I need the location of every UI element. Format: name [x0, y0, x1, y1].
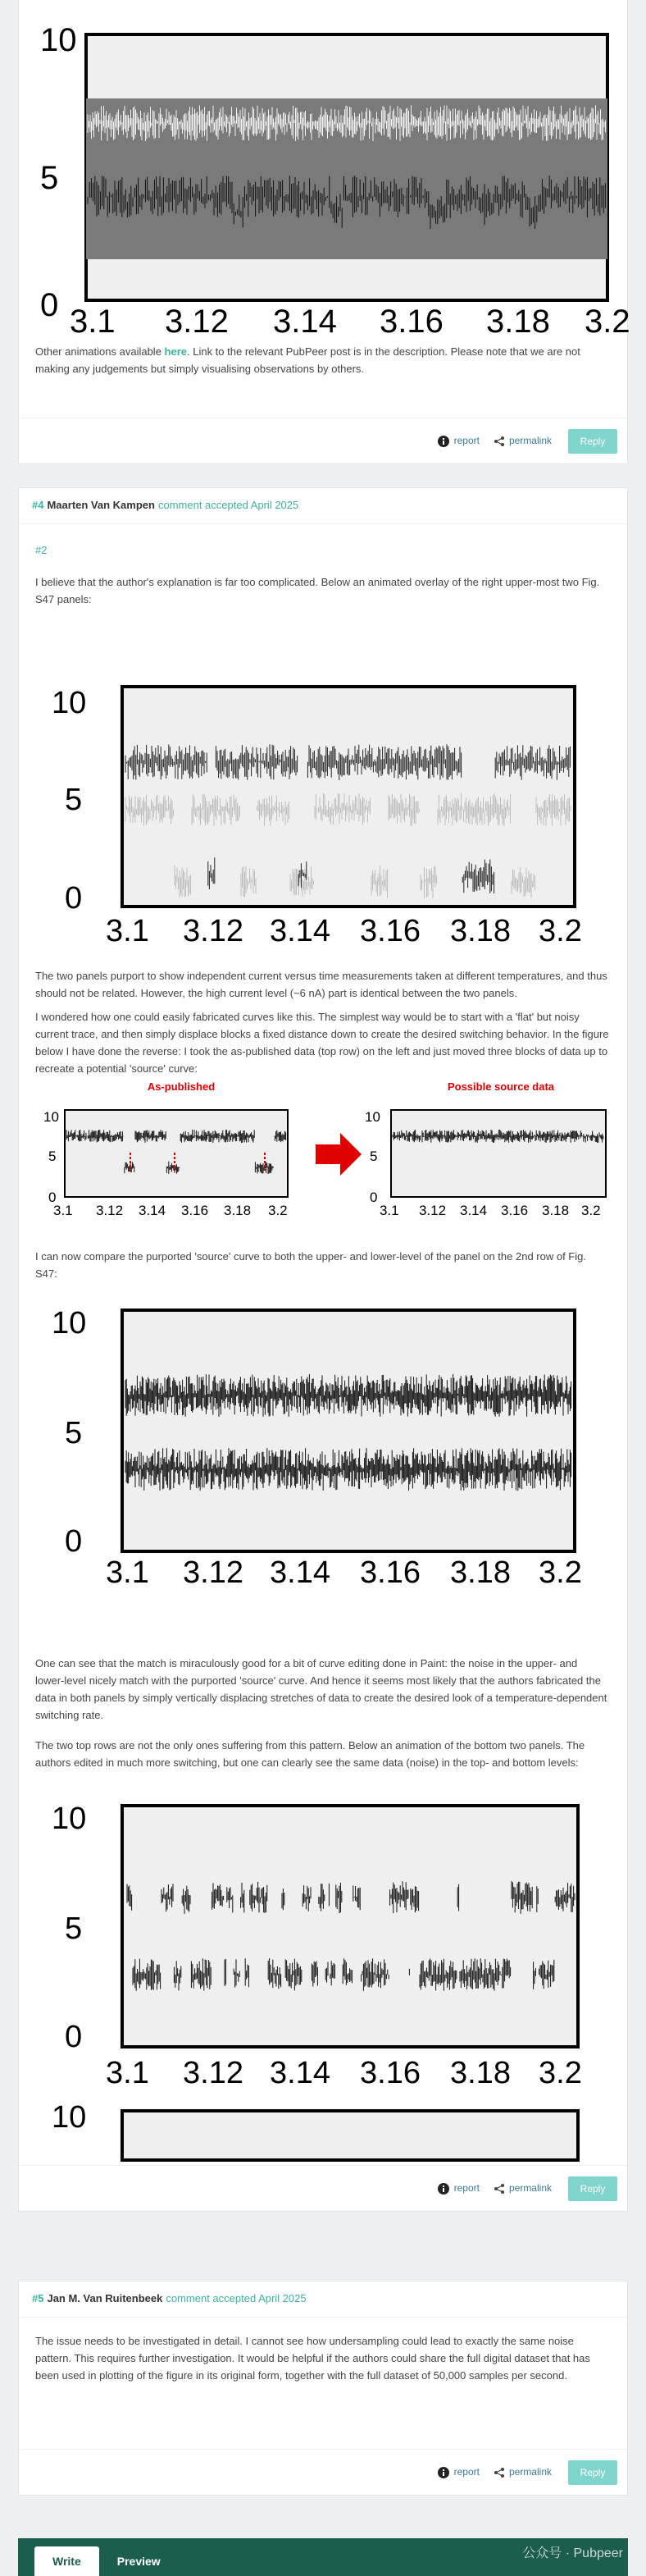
chart-bottom-panels-animation — [52, 1801, 617, 2154]
svg-text:3.2: 3.2 — [268, 1203, 288, 1218]
comment-number[interactable]: #5 — [32, 2292, 44, 2305]
share-icon — [494, 436, 504, 446]
y-tick-0: 0 — [40, 287, 59, 323]
svg-text:5: 5 — [65, 1416, 83, 1450]
comment-meta: comment accepted April 2025 — [157, 499, 299, 512]
svg-text:3.2: 3.2 — [585, 304, 630, 340]
svg-text:3.18: 3.18 — [542, 1203, 570, 1218]
svg-text:0: 0 — [65, 881, 83, 916]
report-link[interactable]: report — [438, 2181, 480, 2196]
svg-text:10: 10 — [52, 686, 87, 720]
svg-text:3.18: 3.18 — [486, 304, 550, 340]
comment-card-4 — [18, 487, 628, 2212]
chart-top-animation — [35, 0, 630, 340]
watermark-text: 公众号 · Pubpeer — [522, 2546, 623, 2560]
svg-text:10: 10 — [52, 1802, 87, 1836]
share-icon — [494, 2468, 504, 2478]
svg-text:3.16: 3.16 — [501, 1203, 529, 1218]
chart-overlay-animation — [52, 670, 617, 949]
svg-text:3.1: 3.1 — [106, 1555, 149, 1590]
svg-text:3.16: 3.16 — [380, 304, 444, 340]
red-arrow-icon — [316, 1133, 362, 1176]
reply-button[interactable]: Reply — [568, 429, 617, 454]
svg-text:3.14: 3.14 — [273, 304, 337, 340]
permalink-link[interactable]: permalink — [494, 2464, 552, 2480]
svg-text:10: 10 — [43, 1109, 59, 1125]
svg-text:3.16: 3.16 — [181, 1203, 209, 1218]
comment-reference-link[interactable]: #2 — [35, 544, 48, 556]
svg-text:3.18: 3.18 — [450, 2056, 511, 2090]
x-tick-labels — [70, 304, 630, 340]
tab-preview[interactable]: Preview — [116, 2554, 161, 2568]
comment-card-5 — [18, 2281, 628, 2496]
tab-write[interactable]: Write — [34, 2546, 99, 2576]
label-as-published: As-published — [147, 1080, 216, 1093]
comment-header — [19, 2281, 627, 2318]
svg-text:0: 0 — [370, 1190, 378, 1205]
comment-author[interactable]: Jan M. Van Ruitenbeek — [47, 2292, 163, 2305]
svg-text:3.1: 3.1 — [380, 1203, 399, 1218]
svg-text:3.1: 3.1 — [106, 2056, 149, 2090]
comment-meta: comment accepted April 2025 — [166, 2292, 307, 2305]
svg-text:3.16: 3.16 — [360, 2056, 421, 2090]
svg-text:3.1: 3.1 — [70, 304, 116, 340]
paragraph-1: I believe that the author's explanation is far too complicated. Below an animated overlay of the right upper-most two Fig. S47 panels: — [35, 576, 600, 605]
report-link[interactable]: report — [438, 433, 480, 449]
svg-text:5: 5 — [370, 1149, 378, 1164]
comment-footer — [19, 2165, 627, 2211]
info-circle-icon — [438, 436, 449, 447]
svg-text:3.18: 3.18 — [450, 1555, 511, 1590]
svg-text:3.14: 3.14 — [460, 1203, 488, 1218]
svg-text:10: 10 — [365, 1109, 380, 1125]
y-tick-5: 5 — [40, 160, 59, 196]
permalink-link[interactable]: permalink — [494, 433, 552, 449]
comment-footer — [19, 418, 627, 464]
permalink-link[interactable]: permalink — [494, 2181, 552, 2196]
y-tick-labels — [40, 22, 77, 323]
comment-card-3 — [18, 0, 628, 464]
info-circle-icon — [438, 2183, 449, 2195]
share-icon — [494, 2184, 504, 2194]
paragraph-3: I wondered how one could easily fabricated curves like this. The simplest way would be to start with a 'flat' but noisy current trace, and then simply displace blocks a fixed distance down to create the desired switching behavior. In the figure below I have done the reverse: I took the as-published data (top row) on the left and just moved three blocks of data up to recreate a potential 'source' curve: — [35, 1011, 609, 1075]
reply-button[interactable]: Reply — [568, 2176, 617, 2201]
label-possible-source: Possible source data — [447, 1080, 555, 1093]
paragraph-1: The issue needs to be investigated in detail. I cannot see how undersampling could lead to exactly the same noise pattern. This requires further investigation. It would be helpful if the authors could share the full digital dataset that has been used in plotting of the figure in its original form, together with the full dataset of 50,000 samples per second. — [35, 2335, 590, 2382]
svg-text:3.12: 3.12 — [183, 914, 243, 948]
svg-text:3.16: 3.16 — [360, 1555, 421, 1590]
info-circle-icon — [438, 2467, 449, 2478]
paragraph-5: One can see that the match is miraculously good for a bit of curve editing done in Paint: the noise in the upper- and lower-level nicely match with the purported 'source' curve. And hence it seems most likely that the authors fabricated the data in both panels by simply vertically displacing stretches of data to create the desired look of a temperature-dependent switching rate. — [35, 1657, 607, 1721]
svg-text:5: 5 — [48, 1149, 57, 1164]
svg-text:3.12: 3.12 — [96, 1203, 124, 1218]
chart-source-comparison — [52, 1305, 617, 1590]
svg-text:3.14: 3.14 — [270, 2056, 330, 2090]
y-tick-10: 10 — [40, 22, 77, 58]
svg-text:3.14: 3.14 — [139, 1203, 166, 1218]
paragraph-2: The two panels purport to show independent current versus time measurements taken at different temperatures, and thus should not be related. However, the high current level (~6 nA) part is identical between the two panels. — [35, 970, 607, 999]
svg-text:3.12: 3.12 — [183, 2056, 243, 2090]
svg-text:3.1: 3.1 — [106, 914, 149, 948]
svg-text:3.2: 3.2 — [539, 1555, 582, 1590]
comment-header — [19, 488, 627, 524]
svg-text:0: 0 — [48, 1190, 57, 1205]
svg-text:3.14: 3.14 — [270, 914, 330, 948]
paragraph-6: The two top rows are not the only ones suffering from this pattern. Below an animation of the bottom two panels. The authors edited in much more switching, but one can clearly see the same data (noise) in the top- and bottom levels: — [35, 1739, 585, 1769]
svg-text:0: 0 — [65, 1524, 83, 1559]
chart-as-published-vs-source — [35, 1079, 609, 1218]
svg-text:3.12: 3.12 — [165, 304, 229, 340]
svg-text:5: 5 — [65, 783, 83, 817]
svg-text:3.18: 3.18 — [224, 1203, 252, 1218]
comment-footer — [19, 2449, 627, 2495]
svg-text:10: 10 — [52, 1306, 87, 1341]
comment-author[interactable]: Maarten Van Kampen — [47, 499, 155, 512]
svg-text:3.1: 3.1 — [53, 1203, 73, 1218]
svg-text:3.12: 3.12 — [183, 1555, 243, 1590]
svg-text:3.16: 3.16 — [360, 914, 421, 948]
svg-text:5: 5 — [65, 1911, 83, 1946]
report-link[interactable]: report — [438, 2464, 480, 2480]
svg-text:10: 10 — [52, 2100, 87, 2135]
paragraph-4: I can now compare the purported 'source' curve to both the upper- and lower-level of the panel on the 2nd row of Fig. S47: — [35, 1250, 586, 1280]
comment3-text: Other animations available here. Link to the relevant PubPeer post is in the description. Please note that we are not making any judgements but simply visualising observations by others. — [35, 345, 580, 375]
svg-text:0: 0 — [65, 2020, 83, 2054]
svg-text:3.2: 3.2 — [539, 2056, 582, 2090]
svg-text:3.2: 3.2 — [539, 914, 582, 948]
animations-link[interactable]: here — [164, 345, 187, 358]
comment-number[interactable]: #4 — [32, 499, 44, 512]
svg-text:3.18: 3.18 — [450, 914, 511, 948]
reply-button[interactable]: Reply — [568, 2460, 617, 2485]
svg-text:3.2: 3.2 — [581, 1203, 601, 1218]
svg-text:3.14: 3.14 — [270, 1555, 330, 1590]
svg-text:3.12: 3.12 — [419, 1203, 447, 1218]
